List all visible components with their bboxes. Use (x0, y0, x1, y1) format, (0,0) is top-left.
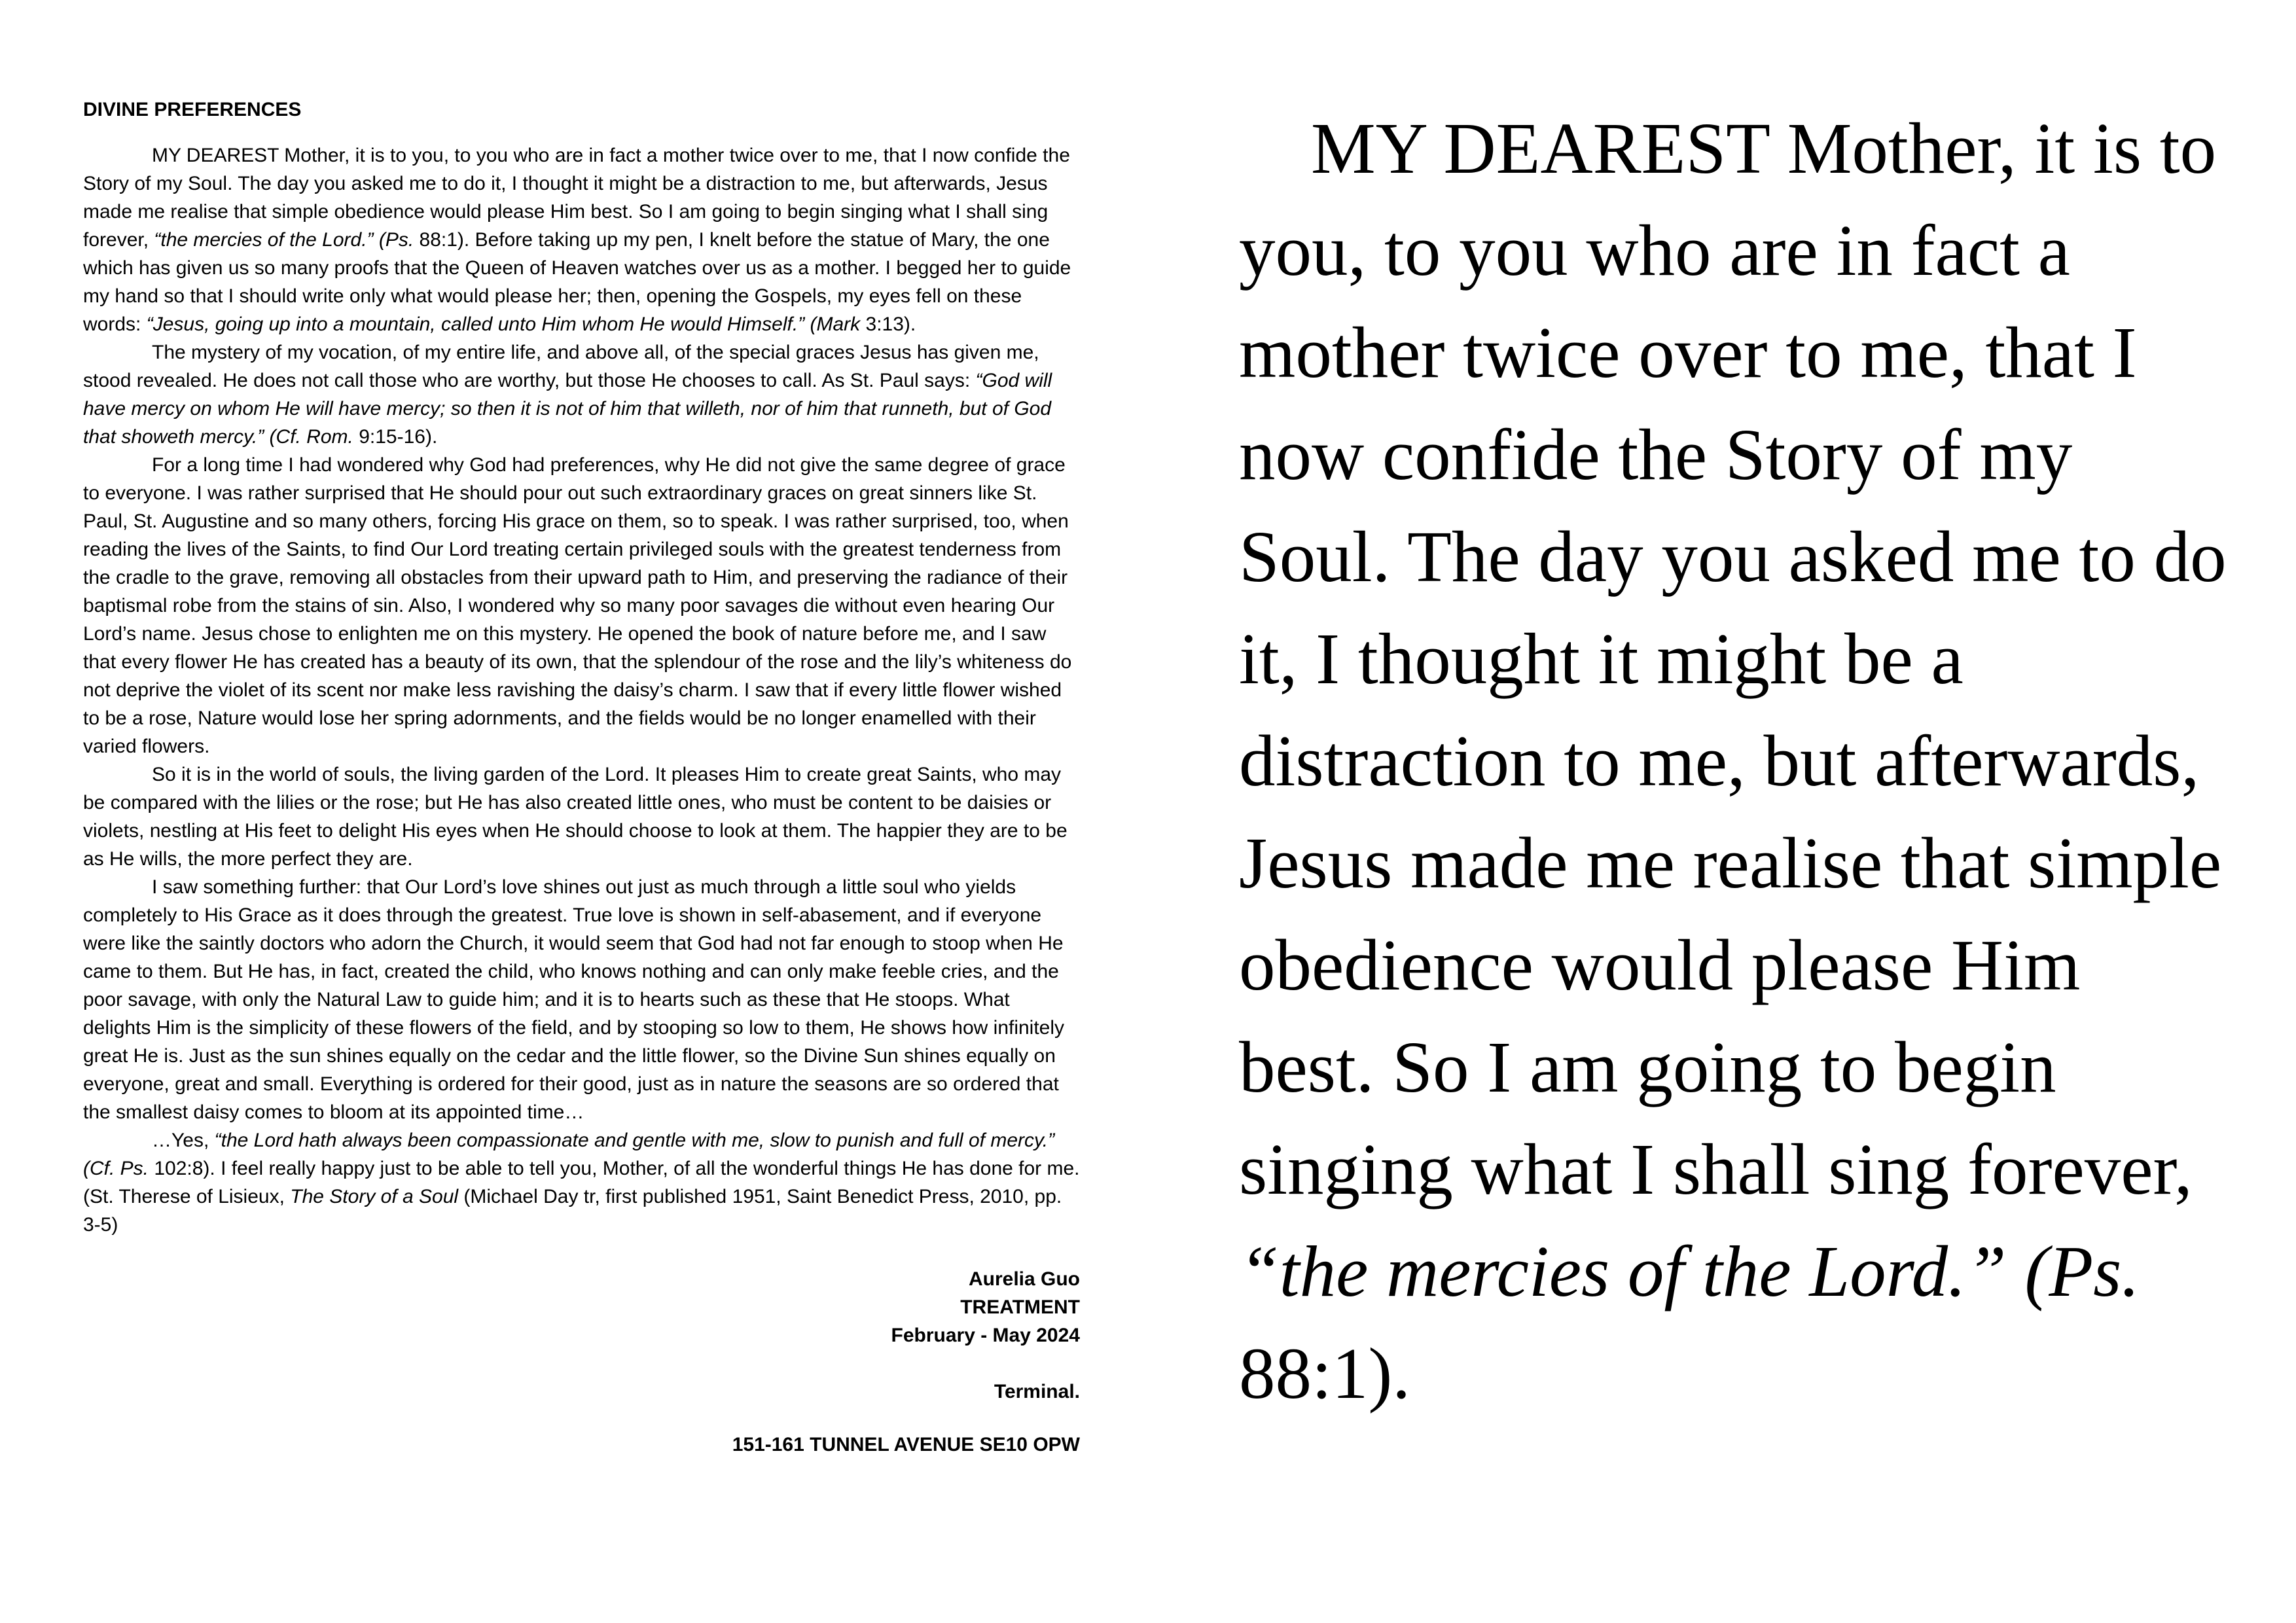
paragraph-italic-run: The Story of a Soul (290, 1186, 459, 1207)
paragraph-text-run: 3:13). (860, 313, 916, 335)
paragraph-text-run: I saw something further: that Our Lord’s love shines out just as much through a little soul who yields completely to His Grace as it does through the greatest. True love is shown in self-abasement, and if everyone were like the saintly doctors who adorn the Church, it would seem that God had not far enough to stoop when He came to them. But He has, in fact, created the child, who knows nothing and can only make feeble cries, and the poor savage, with only the Natural Law to guide him; and it is to hearts such as these that He stoops. What delights Him is the simplicity of these flowers of the field, and by stooping so low to them, He shows how infinitely great He is. Just as the sun shines equally on the cedar and the little flower, so the Divine Sun shines equally on everyone, great and small. Everything is ordered for their good, just as in nature the seasons are so ordered that the smallest daisy comes to bloom at its appointed time… (83, 876, 1065, 1123)
venue-name: Terminal. (994, 1381, 1080, 1402)
page-heading: DIVINE PREFERENCES (83, 99, 302, 120)
venue-address: 151-161 TUNNEL AVENUE SE10 OPW (732, 1434, 1080, 1455)
left-page (83, 97, 1080, 1459)
paragraph-text-run: MY DEAREST Mother, it is to you, to you who are in fact a mother twice over to me, that I now confide the Story of my Soul. The day you asked me to do it, I thought it might be a distraction to me, but afterwards, Jesus made me realise that simple obedience would please Him best. So I am going to begin singing what I shall sing forever, (83, 145, 1070, 251)
paragraph (83, 873, 1080, 1126)
paragraph (83, 451, 1080, 760)
paragraph-text-run: So it is in the world of souls, the living garden of the Lord. It pleases Him to create great Saints, who may be compared with the lilies or the rose; but He has also created little ones, who must be content to be daisies or violets, nestling at His feet to delight His eyes when He should choose to look at them. The happier they are to be as He wills, the more perfect they are. (83, 764, 1067, 870)
paragraph-italic-run: “Jesus, going up into a mountain, called unto Him whom He would Himself.” (Mark (146, 313, 861, 335)
paragraph-italic-run: “God will have mercy on whom He will have mercy; so then it is not of him that willeth, nor of him that runneth, but of God that showeth mercy.” (Cf. Rom. (83, 370, 1052, 448)
paragraph (83, 338, 1080, 451)
paragraph (83, 1126, 1080, 1239)
paragraph-text-run: 102:8). I feel really happy just to be able to tell you, Mother, of all the wonderful things He has done for me. (St. Therese of Lisieux, (83, 1158, 1080, 1207)
excerpt-text-run: MY DEAREST Mother, it is to you, to you who are in fact a mother twice over to me, that I now confide the Story of my Soul. The day you asked me to do it, I thought it might be a distraction to me, but afterwards, Jesus made me realise that simple obedience would please Him best. So I am going to begin singing what I shall sing forever, (1239, 109, 2227, 1210)
exhibition-dates: February - May 2024 (891, 1325, 1080, 1346)
paragraph-text-run: …Yes, (152, 1130, 215, 1151)
excerpt-italic-run: “the mercies of the Lord.” (Ps. (1239, 1232, 2140, 1312)
excerpt-text-run: 88:1). (1239, 1334, 1411, 1414)
enlarged-excerpt (1239, 98, 2227, 1425)
paragraph (83, 760, 1080, 873)
paragraph-italic-run: “the mercies of the Lord.” (Ps. (154, 229, 414, 251)
paragraph-text-run: 9:15-16). (353, 426, 438, 448)
text-body (83, 141, 1080, 1239)
colophon (83, 1265, 1080, 1459)
paragraph-text-run: The mystery of my vocation, of my entire life, and above all, of the special graces Jesus has given me, stood revealed. He does not call those who are worthy, but those He chooses to call. As St. Paul says: (83, 342, 1039, 391)
paragraph (83, 141, 1080, 338)
paragraph-italic-run: “the Lord hath always been compassionate and gentle with me, slow to punish and full of mercy.” (Cf. Ps. (83, 1130, 1055, 1179)
paragraph-text-run: For a long time I had wondered why God had preferences, why He did not give the same degree of grace to everyone. I was rather surprised that He should pour out such extraordinary graces on great sinners like St. Paul, St. Augustine and so many others, forcing His grace on them, so to speak. I was rather surprised, too, when reading the lives of the Saints, to find Our Lord treating certain privileged souls with the greatest tenderness from the cradle to the grave, removing all obstacles from their upward path to Him, and preserving the radiance of their baptismal robe from the stains of sin. Also, I wondered why so many poor savages die without even hearing Our Lord’s name. Jesus chose to enlighten me on this mystery. He opened the book of nature before me, and I saw that every flower He has created has a beauty of its own, that the splendour of the rose and the lily’s whiteness do not deprive the violet of its scent nor make less ravishing the daisy’s charm. I saw that if every little flower wished to be a rose, Nature would lose her spring adornments, and the fields would be no longer enamelled with their varied flowers. (83, 454, 1072, 757)
author-name: Aurelia Guo (968, 1268, 1080, 1290)
work-title: TREATMENT (960, 1296, 1080, 1318)
paragraph-text-run: (Michael Day tr, first published 1951, Saint Benedict Press, 2010, pp. 3-5) (83, 1186, 1062, 1236)
paragraph-text-run: 88:1). Before taking up my pen, I knelt before the statue of Mary, the one which has given us so many proofs that the Queen of Heaven watches over us as a mother. I begged her to guide my hand so that I should write only what would please her; then, opening the Gospels, my eyes fell on these words: (83, 229, 1071, 335)
